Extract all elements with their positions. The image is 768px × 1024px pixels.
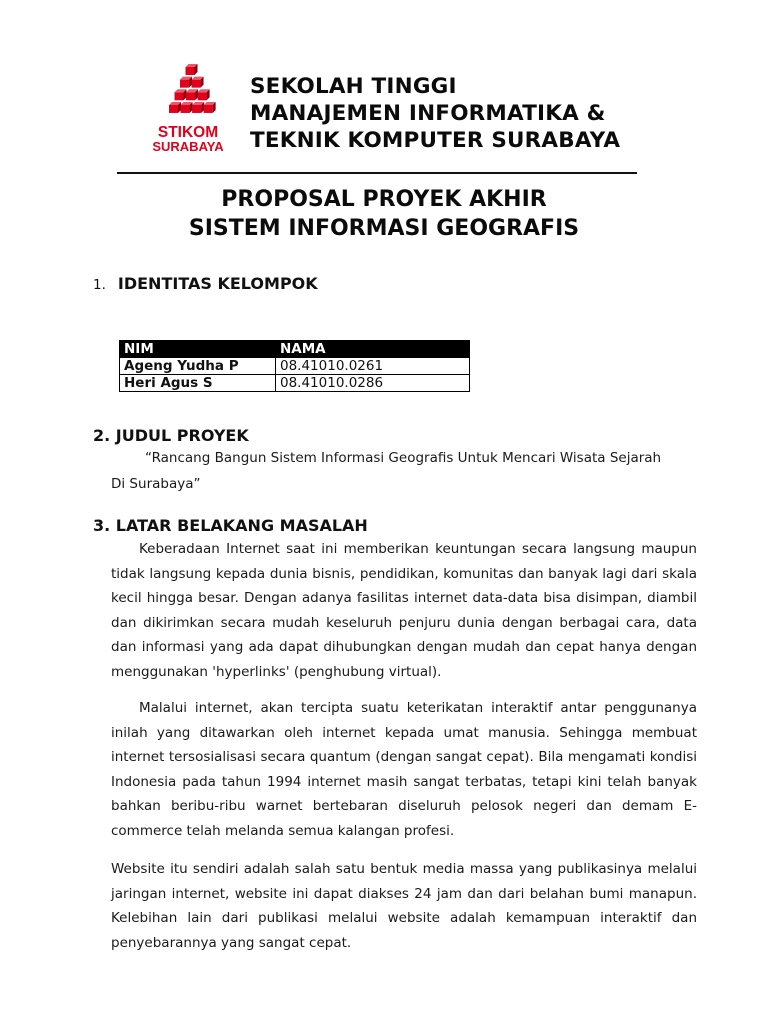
header-divider <box>117 172 637 174</box>
logo-cube <box>186 67 195 75</box>
document-title <box>0 185 768 243</box>
logo-cube <box>180 80 189 88</box>
background-paragraph-3: Website itu sendiri adalah salah satu bentuk media massa yang publikasinya melalui jaringan internet, website ini dapat diakses 24 jam dan dari belahan bumi manapun. Kelebihan lain dari publikasi melalui website adalah kemampuan interaktif dan penyebarannya yang sangat cepat. <box>111 861 697 951</box>
table-cell: Heri Agus S <box>120 375 276 392</box>
table-cell: 08.41010.0261 <box>276 358 470 375</box>
stikom-logo-graphic <box>146 60 230 154</box>
document-title-line-1: PROPOSAL PROYEK AKHIR <box>221 187 547 212</box>
table-header-nama: NAMA <box>276 341 470 358</box>
table-cell: 08.41010.0286 <box>276 375 470 392</box>
logo-cube <box>181 105 190 113</box>
table-row <box>120 375 470 392</box>
logo-cube <box>186 92 195 100</box>
stikom-logo <box>146 60 230 154</box>
table-header-row <box>120 341 470 358</box>
identity-table <box>119 340 470 392</box>
logo-text-surabaya: SURABAYA <box>152 139 224 154</box>
logo-cube <box>175 92 184 100</box>
logo-cube <box>192 80 201 88</box>
project-title-text <box>111 446 711 496</box>
logo-text-stikom: STIKOM <box>157 124 219 141</box>
institution-line-3: TEKNIK KOMPUTER SURABAYA <box>250 128 621 153</box>
project-title-line-2: Di Surabaya” <box>111 475 201 492</box>
background-paragraph-1: Keberadaan Internet saat ini memberikan keuntungan secara langsung maupun tidak langsung kepada dunia bisnis, pendidikan, komunitas dan banyak lagi dari skala kecil hingga besar. Dengan adanya fasilitas internet data-data bisa disimpan, diambil dan dikirimkan secara mudah keseluruh penjuru dunia dengan berbagai cara, data dan informasi yang ada dapat dihubungkan dengan mudah dan cepat hanya dengan menggunakan 'hyperlinks' (penghubung virtual). <box>111 541 697 680</box>
table-row <box>120 358 470 375</box>
project-title-line-1: “Rancang Bangun Sistem Informasi Geografis Untuk Mencari Wisata Sejarah <box>145 450 662 466</box>
section-number: 1. <box>93 277 106 293</box>
section-judul-heading: 2. JUDUL PROYEK <box>93 426 249 445</box>
institution-name <box>250 73 620 154</box>
logo-cube <box>192 105 201 113</box>
logo-cube <box>169 105 178 113</box>
background-paragraph-2: Malalui internet, akan tercipta suatu keterikatan interaktif antar penggunanya inilah yang ditawarkan oleh internet kepada umat manusia. Sehingga membuat internet tersosialisasi secara quantum (dengan sangat cepat). Bila mengamati kondisi Indonesia pada tahun 1994 internet masih sangat terbatas, tetapi kini telah banyak bahkan beribu-ribu warnet bertebaran diseluruh pelosok negeri dan demam E-commerce telah melanda semua kalangan profesi. <box>111 700 697 839</box>
section-identitas-heading <box>93 274 318 293</box>
section-title: IDENTITAS KELOMPOK <box>117 274 318 293</box>
section-latar-belakang-heading: 3. LATAR BELAKANG MASALAH <box>93 516 368 535</box>
document-title-line-2: SISTEM INFORMASI GEOGRAFIS <box>188 216 580 241</box>
logo-cube <box>198 92 207 100</box>
logo-cube <box>204 105 213 113</box>
table-cell: Ageng Yudha P <box>120 358 276 375</box>
institution-line-2: MANAJEMEN INFORMATIKA & <box>250 101 606 126</box>
institution-line-1: SEKOLAH TINGGI <box>250 74 457 99</box>
table-header-nim: NIM <box>120 341 276 358</box>
